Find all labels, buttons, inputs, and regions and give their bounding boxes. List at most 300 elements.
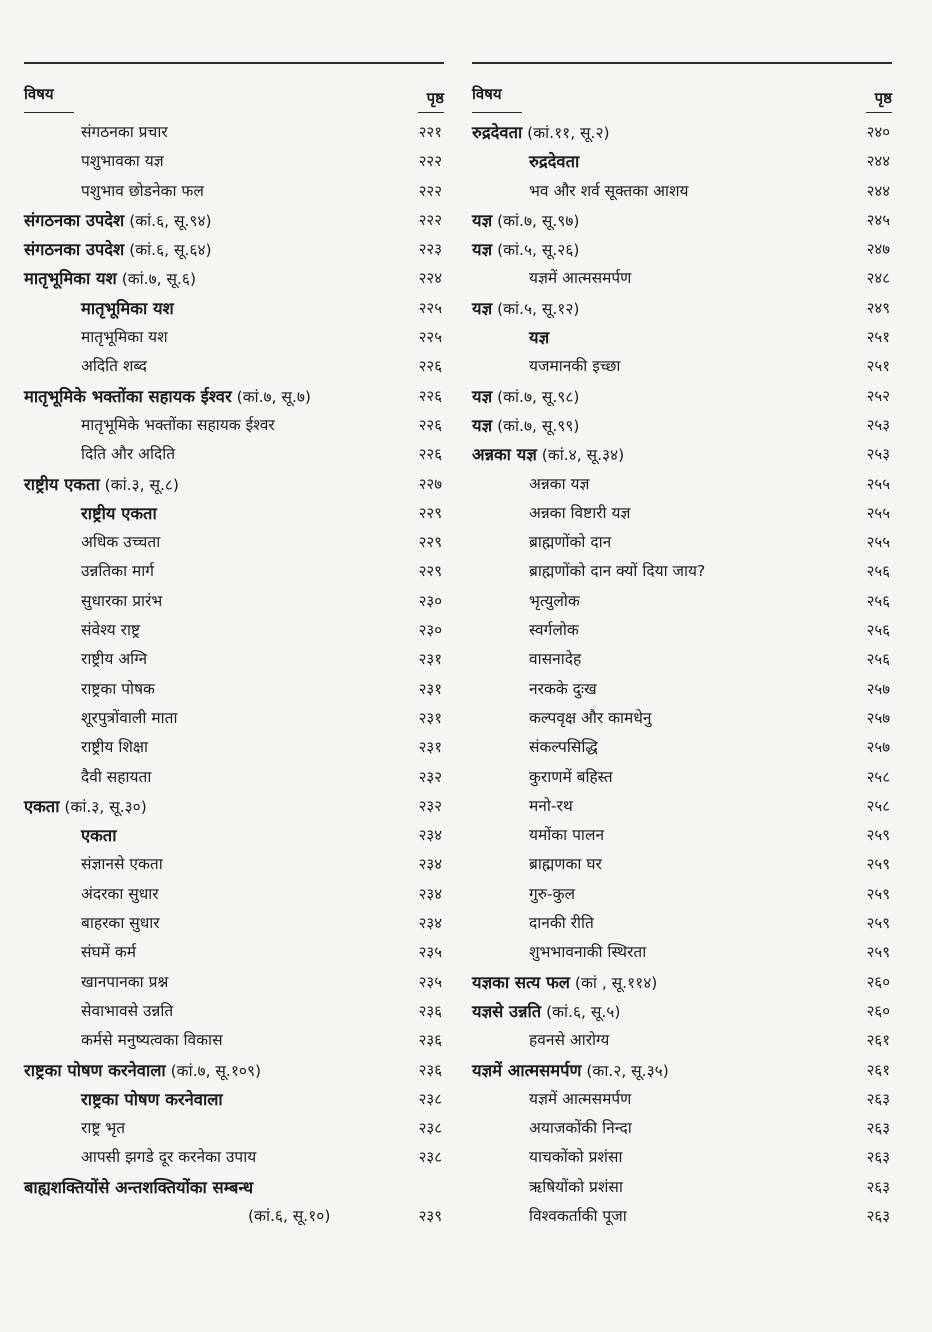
entry-title: [472, 120, 610, 143]
entry-title: [24, 266, 196, 289]
entry-title-text: उन्नतिका मार्ग: [81, 562, 155, 581]
entry-title: [529, 706, 651, 728]
entry-title-text: यज्ञ: [472, 210, 493, 230]
page-number: २३०: [418, 591, 442, 610]
entry-list: [24, 116, 444, 1229]
entry-list: [472, 116, 892, 1229]
index-entry: [472, 731, 892, 760]
entry-reference: (कां.७, सू.७): [231, 387, 311, 406]
page-number: २३२: [418, 796, 442, 815]
entry-title-text: दैवी सहायता: [81, 767, 152, 786]
entry-title-text: राष्ट्रीय एकता: [24, 474, 100, 494]
index-column-left: [24, 62, 444, 1229]
index-entry: [472, 966, 892, 995]
entry-title-text: यज्ञसे उन्नति: [472, 1001, 542, 1021]
subject-header: विषय: [24, 85, 54, 103]
entry-title: [529, 354, 620, 376]
index-entry: [24, 1024, 444, 1053]
entry-title: [472, 296, 579, 319]
page-number: २३६: [418, 1060, 442, 1079]
entry-title-text: मातृभूमिका यश: [81, 298, 174, 318]
entry-reference: (कां.७, सू.९९): [492, 416, 580, 435]
column-header: [472, 64, 892, 116]
page-number: २३५: [418, 943, 442, 962]
page-number: २३२: [418, 767, 442, 786]
page-number: २४४: [866, 181, 890, 200]
entry-title-text: यज्ञ: [472, 240, 493, 260]
entry-title: [529, 559, 705, 581]
entry-title: [81, 1145, 256, 1167]
page-number: २२६: [418, 445, 442, 464]
page-number: २५८: [866, 767, 890, 786]
entry-title: [81, 442, 175, 464]
index-entry: [24, 966, 444, 995]
entry-title-text: एकता: [81, 826, 117, 846]
entry-title: [81, 1087, 223, 1110]
entry-title-text: सुधारका प्रारंभ: [81, 591, 163, 610]
entry-title-text: संघमें कर्म: [81, 943, 137, 962]
entry-title: [472, 1058, 669, 1081]
entry-title: [81, 823, 116, 846]
entry-title: [529, 940, 646, 962]
entry-title-text: राष्ट्रीय शिक्षा: [81, 738, 149, 757]
entry-title-text: संगठनका प्रचार: [81, 123, 168, 141]
entry-title: [529, 618, 579, 640]
index-entry: [472, 819, 892, 848]
page-number: २३१: [418, 650, 442, 669]
entry-reference: (कां.६, सू.५): [541, 1002, 621, 1021]
page-number: २६३: [866, 1119, 890, 1138]
entry-reference: (कां.७, सू.९७): [492, 211, 580, 230]
entry-title-text: अन्नका यज्ञ: [529, 474, 590, 493]
entry-reference: (कां.७, सू.९८): [492, 387, 580, 406]
entry-title-text: अयाजकोंकी निन्दा: [529, 1119, 632, 1138]
page-number: २५३: [866, 415, 890, 434]
index-entry: [24, 848, 444, 877]
entry-title: [529, 882, 575, 904]
page-number: २२२: [418, 181, 442, 200]
page-number: २६३: [866, 1148, 890, 1167]
entry-title: [529, 1028, 609, 1050]
index-entry: [24, 907, 444, 936]
index-entry: [472, 790, 892, 819]
index-entry: [472, 995, 892, 1024]
entry-title: [529, 1175, 623, 1197]
entry-title-text: रुद्रदेवता: [529, 152, 580, 172]
index-column-right: [472, 62, 892, 1229]
page-number: २२४: [418, 269, 442, 288]
entry-title: [529, 794, 573, 816]
index-entry: [24, 1200, 444, 1229]
entry-title-text: एकता: [24, 796, 60, 816]
page-number: २३४: [418, 826, 442, 845]
page-number: २५९: [866, 914, 890, 933]
index-entry: [472, 262, 892, 291]
entry-reference: (कां.३, सू.८): [99, 475, 179, 494]
index-entry: [24, 233, 444, 262]
index-entry: [24, 673, 444, 702]
entry-title: [529, 530, 611, 552]
entry-title: [81, 970, 168, 992]
entry-title: [529, 1087, 631, 1109]
page-number: २५६: [866, 650, 890, 669]
entry-reference: (कां.७, सू.१०९): [165, 1061, 262, 1080]
page-number: २५६: [866, 562, 890, 581]
entry-title: [472, 413, 579, 436]
index-entry: [472, 1054, 892, 1083]
index-entry: [24, 262, 444, 291]
page-number: २२७: [418, 474, 442, 493]
page-number: २४८: [866, 269, 890, 288]
entry-title: [529, 179, 689, 201]
page-number: २२५: [418, 328, 442, 347]
page-number: २२९: [418, 562, 442, 581]
page-number: २६३: [866, 1177, 890, 1196]
header-underline: [418, 112, 444, 113]
index-entry: [472, 116, 892, 145]
page-header: पृष्ठ: [426, 89, 444, 107]
entry-title-text: भव और शर्व सूक्तका आशय: [529, 181, 689, 200]
page-number: २६३: [866, 1089, 890, 1108]
page-header: पृष्ठ: [874, 89, 892, 107]
entry-title: [472, 237, 579, 260]
entry-title: [472, 999, 620, 1022]
entry-title: [81, 1028, 223, 1050]
entry-title-text: मातृभूमिके भक्तोंका सहायक ईश्वर: [24, 386, 232, 406]
page-number: २६०: [866, 972, 890, 991]
entry-title: [81, 589, 162, 611]
index-entry: [24, 350, 444, 379]
entry-title: [472, 208, 579, 231]
entry-reference: (कां.५, सू.१२): [492, 299, 580, 318]
page-number: २६१: [866, 1060, 890, 1079]
index-entry: [472, 321, 892, 350]
index-entry: [472, 409, 892, 438]
entry-title-text: यज्ञ: [529, 328, 550, 348]
entry-title-text: विश्वकर्ताकी पूजा: [529, 1206, 627, 1225]
index-entry: [24, 116, 444, 145]
index-entry: [24, 1083, 444, 1112]
entry-title: [529, 735, 598, 757]
entry-reference: (कां.११, सू.२): [522, 124, 610, 142]
entry-title: [248, 1204, 330, 1226]
page-number: २२५: [418, 298, 442, 317]
entry-title-text: संगठनका उपदेश: [24, 210, 125, 230]
entry-title-text: बाहरका सुधार: [81, 914, 160, 933]
index-entry: [472, 438, 892, 467]
index-entry: [24, 1054, 444, 1083]
page-number: २२९: [418, 503, 442, 522]
entry-reference: (कां , सू.११४): [570, 973, 658, 992]
entry-title: [529, 589, 580, 611]
index-entry: [472, 848, 892, 877]
entry-title-text: अंदरका सुधार: [81, 884, 159, 903]
index-entry: [472, 878, 892, 907]
page-number: २२६: [418, 357, 442, 376]
page-number: २५७: [866, 679, 890, 698]
entry-title-text: यमोंका पालन: [529, 826, 605, 845]
page-number: २५७: [866, 738, 890, 757]
entry-title-text: यज्ञ: [472, 386, 493, 406]
page-number: २२१: [418, 123, 442, 141]
page-number: २३६: [418, 1001, 442, 1020]
entry-title: [24, 472, 179, 495]
page-number: २३४: [418, 884, 442, 903]
entry-title-text: पशुभावका यज्ञ: [81, 152, 164, 171]
index-entry: [24, 585, 444, 614]
entry-title-text: शुभभावनाकी स्थिरता: [529, 943, 647, 962]
index-entry: [24, 1112, 444, 1141]
entry-title: [81, 149, 164, 171]
page-number: २५८: [866, 796, 890, 815]
entry-title: [24, 794, 147, 817]
entry-title-text: यज्ञका सत्य फल: [472, 972, 570, 992]
entry-reference: (कां.४, सू.३४): [536, 446, 625, 465]
entry-title-text: यजमानकी इच्छा: [529, 357, 621, 376]
entry-title: [81, 940, 136, 962]
entry-title: [81, 911, 160, 933]
entry-title-text: यज्ञमें आत्मसमर्पण: [472, 1060, 582, 1080]
entry-title-text: राष्ट्रीय एकता: [81, 503, 157, 523]
index-entry: [24, 1171, 444, 1200]
entry-title-text: यज्ञ: [472, 298, 493, 318]
index-entry: [24, 321, 444, 350]
index-entry: [472, 585, 892, 614]
index-entry: [24, 204, 444, 233]
page-number: २५९: [866, 855, 890, 874]
entry-title-text: कल्पवृक्ष और कामधेनु: [529, 708, 652, 727]
index-entry: [472, 1200, 892, 1229]
page-number: २२६: [418, 415, 442, 434]
index-entry: [24, 790, 444, 819]
index-entry: [24, 1141, 444, 1170]
entry-title: [24, 1058, 261, 1081]
entry-title: [81, 501, 157, 524]
page-number: २५६: [866, 591, 890, 610]
entry-title-text: स्वर्गलोक: [529, 621, 579, 640]
entry-title-text: नरकके दुःख: [529, 679, 597, 698]
index-entry: [24, 878, 444, 907]
index-entry: [472, 643, 892, 672]
entry-title: [81, 999, 173, 1021]
page-number: २५९: [866, 826, 890, 845]
entry-title-text: मातृभूमिके भक्तोंका सहायक ईश्वर: [81, 415, 275, 434]
entry-title: [529, 1204, 627, 1226]
entry-title: [81, 296, 174, 319]
page-number: २४५: [866, 210, 890, 229]
page-number: २२६: [418, 386, 442, 405]
entry-title-text: वासनादेह: [529, 650, 582, 669]
entry-title: [81, 882, 159, 904]
page-number: २३१: [418, 679, 442, 698]
index-entry: [472, 614, 892, 643]
index-entry: [24, 526, 444, 555]
page-number: २२२: [418, 210, 442, 229]
entry-title: [81, 647, 147, 669]
entry-title-text: गुरु-कुल: [529, 884, 576, 903]
page-number: २६१: [866, 1031, 890, 1050]
entry-title: [81, 354, 147, 376]
page-number: २३४: [418, 914, 442, 933]
entry-title: [529, 647, 581, 669]
index-entry: [24, 175, 444, 204]
page-number: २६३: [866, 1206, 890, 1225]
entry-title: [81, 618, 140, 640]
page-number: २५५: [866, 474, 890, 493]
page-number: २३१: [418, 708, 442, 727]
page-number: २५९: [866, 943, 890, 962]
index-entry: [472, 380, 892, 409]
page-number: २५९: [866, 884, 890, 903]
entry-title: [472, 442, 624, 465]
page-number: २३४: [418, 855, 442, 874]
entry-reference: (कां.७, सू.६): [116, 270, 197, 289]
entry-title-text: हवनसे आरोग्य: [529, 1031, 610, 1050]
entry-title-text: कर्मसे मनुष्यत्वका विकास: [81, 1031, 223, 1050]
index-entry: [24, 731, 444, 760]
page-number: २५५: [866, 533, 890, 552]
index-entry: [24, 702, 444, 731]
entry-title: [529, 472, 589, 494]
index-entry: [472, 350, 892, 379]
entry-title: [529, 1116, 632, 1138]
index-entry: [472, 555, 892, 584]
index-entry: [24, 292, 444, 321]
entry-title-text: पशुभाव छोडनेका फल: [81, 181, 204, 200]
page-number: २५३: [866, 445, 890, 464]
entry-title-text: राष्ट्रका पोषण करनेवाला: [24, 1060, 166, 1080]
entry-title-text: अन्नका विष्टारी यज्ञ: [529, 503, 631, 522]
header-underline: [24, 112, 74, 113]
entry-title: [529, 911, 594, 933]
page-number: २५६: [866, 621, 890, 640]
entry-title-text: यज्ञमें आत्मसमर्पण: [529, 1089, 632, 1108]
page-number: २५१: [866, 328, 890, 347]
index-entry: [472, 497, 892, 526]
entry-title-text: संकल्पसिद्धि: [529, 738, 598, 757]
entry-title: [24, 237, 212, 260]
index-entry: [472, 761, 892, 790]
index-entry: [24, 409, 444, 438]
entry-title: [529, 325, 549, 348]
entry-title: [81, 706, 177, 728]
entry-title-text: दिति और अदिति: [81, 445, 176, 464]
page-number: २५२: [866, 386, 890, 405]
entry-title: [81, 677, 155, 699]
entry-title: [529, 823, 604, 845]
page-number: २५१: [866, 357, 890, 376]
page-number: २२३: [418, 240, 442, 259]
entry-reference: (कां.६, सू.६४): [124, 241, 212, 260]
entry-title: [81, 530, 160, 552]
page-number: २३६: [418, 1031, 442, 1050]
entry-title: [81, 413, 275, 435]
entry-title: [529, 149, 579, 172]
entry-title: [81, 735, 148, 757]
entry-title: [24, 1175, 253, 1198]
entry-title: [24, 208, 212, 231]
entry-title: [529, 266, 631, 288]
page-number: २४४: [866, 152, 890, 171]
index-entry: [472, 145, 892, 174]
entry-title-text: संज्ञानसे एकता: [81, 855, 163, 874]
index-entry: [472, 936, 892, 965]
entry-title: [529, 765, 613, 787]
entry-title-text: भृत्युलोक: [529, 591, 580, 610]
entry-title-text: संगठनका उपदेश: [24, 240, 125, 260]
entry-title-text: शूरपुत्रोंवाली माता: [81, 708, 178, 727]
entry-title-text: राष्ट्रका पोषण करनेवाला: [81, 1089, 223, 1109]
index-entry: [24, 614, 444, 643]
index-entry: [24, 145, 444, 174]
entry-title-text: मातृभूमिका यश: [24, 269, 117, 289]
entry-title: [472, 384, 579, 407]
index-entry: [24, 995, 444, 1024]
page-number: २३०: [418, 621, 442, 640]
page-number: २३१: [418, 738, 442, 757]
index-entry: [472, 1083, 892, 1112]
index-entry: [24, 380, 444, 409]
index-entry: [472, 1024, 892, 1053]
entry-title-text: रुद्रदेवता: [472, 123, 523, 142]
header-underline: [866, 112, 892, 113]
index-entry: [472, 907, 892, 936]
entry-title: [81, 120, 168, 142]
entry-title-text: राष्ट्रका पोषक: [81, 679, 155, 698]
entry-title-text: खानपानका प्रश्न: [81, 972, 169, 991]
index-entry: [472, 175, 892, 204]
page-number: २४०: [866, 123, 890, 141]
entry-title: [529, 852, 602, 874]
page-number: २५५: [866, 503, 890, 522]
entry-title-text: अदिति शब्द: [81, 357, 147, 376]
entry-title-text: बाह्यशक्तियोंसे अन्तशक्तियोंका सम्बन्ध: [24, 1177, 254, 1197]
index-entry: [24, 761, 444, 790]
entry-reference: (कां.३, सू.३०): [59, 797, 147, 816]
page-number: २५७: [866, 708, 890, 727]
page-number: २३८: [418, 1148, 442, 1167]
entry-title: [472, 970, 657, 993]
entry-title-text: ब्राह्मणोंको दान: [529, 533, 612, 552]
index-entry: [472, 1141, 892, 1170]
index-entry: [472, 468, 892, 497]
entry-title: [81, 1116, 125, 1138]
entry-title-text: (कां.६, सू.१०): [248, 1206, 331, 1225]
index-entry: [24, 643, 444, 672]
entry-title: [81, 559, 154, 581]
page-number: २३८: [418, 1089, 442, 1108]
page-number: २२२: [418, 152, 442, 171]
index-entry: [24, 819, 444, 848]
index-entry: [472, 1171, 892, 1200]
entry-title: [24, 384, 311, 407]
entry-title-text: राष्ट्रीय अग्नि: [81, 650, 148, 669]
entry-title-text: ब्राह्मणोंको दान क्यों दिया जाय?: [529, 562, 706, 581]
entry-title-text: यज्ञ: [472, 415, 493, 435]
entry-title-text: ऋषियोंको प्रशंसा: [529, 1177, 623, 1196]
page-number: २२९: [418, 533, 442, 552]
page-number: २३८: [418, 1119, 442, 1138]
entry-title-text: मातृभूमिका यश: [81, 328, 168, 347]
index-entry: [472, 1112, 892, 1141]
entry-title: [81, 179, 204, 201]
entry-title: [81, 325, 168, 347]
entry-reference: (का.२, सू.३५): [581, 1061, 669, 1080]
entry-title: [81, 852, 163, 874]
entry-title-text: संवेश्य राष्ट्र: [81, 621, 141, 640]
entry-title: [81, 765, 151, 787]
index-entry: [24, 936, 444, 965]
